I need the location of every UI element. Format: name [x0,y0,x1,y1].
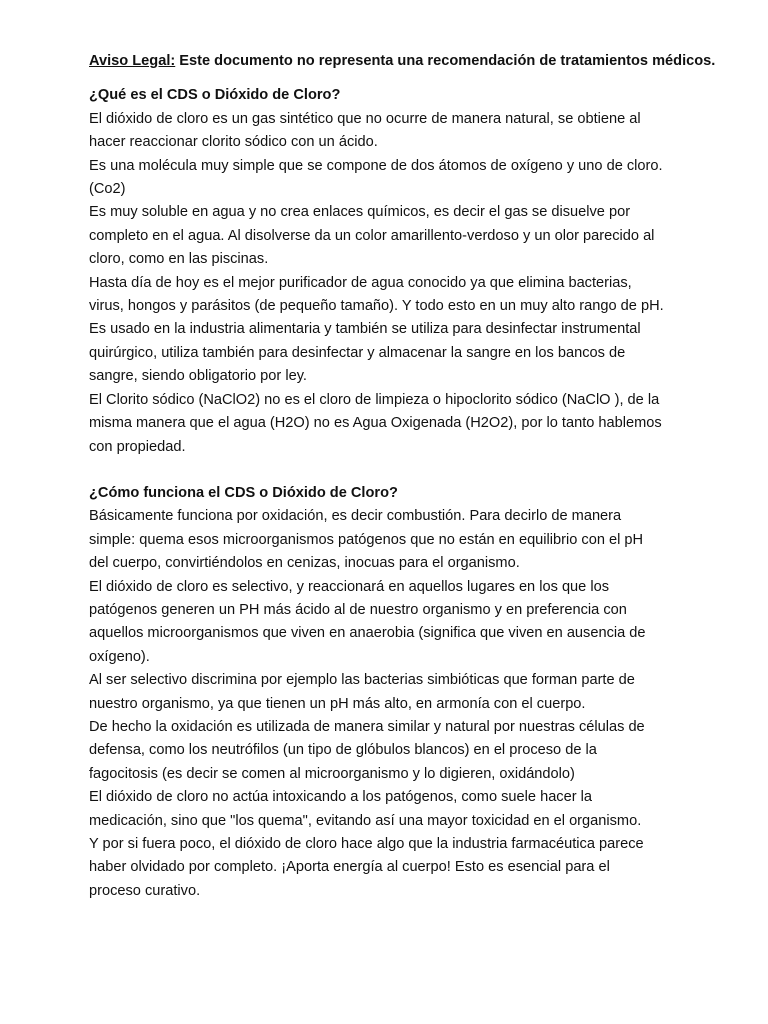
document-page [89,50,716,903]
paragraph-line: cloro, como en las piscinas. [89,251,269,268]
paragraph-line: El dióxido de cloro no actúa intoxicando a los patógenos, como suele hacer la [89,789,592,806]
paragraph-line: con propiedad. [89,438,186,455]
paragraph-line: virus, hongos y parásitos (de pequeño tamaño). Y todo esto en un muy alto rango de pH. [89,298,664,315]
paragraph-line: Al ser selectivo discrimina por ejemplo las bacterias simbióticas que forman parte de [89,672,635,689]
paragraph-line: El Clorito sódico (NaClO2) no es el cloro de limpieza o hipoclorito sódico (NaClO ), de la [89,391,660,408]
paragraph-line: sangre, siendo obligatorio por ley. [89,368,307,385]
paragraph-line: medicación, sino que "los quema", evitando así una mayor toxicidad en el organismo. [89,812,642,829]
paragraph-line: Hasta día de hoy es el mejor purificador de agua conocido ya que elimina bacterias, [89,274,632,291]
paragraph-line: defensa, como los neutrófilos (un tipo de glóbulos blancos) en el proceso de la [89,742,597,759]
paragraph-line: De hecho la oxidación es utilizada de manera similar y natural por nuestras células de [89,718,645,735]
paragraph-line: proceso curativo. [89,882,201,899]
paragraph-line: (Co2) [89,181,126,198]
legal-notice-label: Aviso Legal: [89,53,176,69]
section-body-how-it-works [89,505,689,903]
paragraph-line: nuestro organismo, ya que tienen un pH más alto, en armonía con el cuerpo. [89,695,586,712]
paragraph-line: Básicamente funciona por oxidación, es decir combustión. Para decirlo de manera [89,508,622,525]
legal-notice [89,50,716,73]
paragraph-line: El dióxido de cloro es un gas sintético que no ocurre de manera natural, se obtiene al [89,110,641,127]
section-body-what-is [89,108,689,459]
paragraph-line: patógenos generen un PH más ácido al de nuestro organismo y en preferencia con [89,601,627,618]
paragraph-line: haber olvidado por completo. ¡Aporta energía al cuerpo! Esto es esencial para el [89,859,610,876]
paragraph-line: Es usado en la industria alimentaria y también se utiliza para desinfectar instrumental [89,321,641,338]
legal-notice-text: Este documento no representa una recomendación de tratamientos médicos. [175,53,716,69]
paragraph-line: quirúrgico, utiliza también para desinfectar y almacenar la sangre en los bancos de [89,344,626,361]
paragraph-line: del cuerpo, convirtiéndolos en cenizas, inocuas para el organismo. [89,555,520,572]
paragraph-line: misma manera que el agua (H2O) no es Agua Oxigenada (H2O2), por lo tanto hablemos [89,415,662,432]
paragraph-line: oxígeno). [89,648,150,665]
paragraph-line: hacer reaccionar clorito sódico con un ácido. [89,134,378,151]
paragraph-line: aquellos microorganismos que viven en anaerobia (significa que viven en ausencia de [89,625,646,642]
paragraph-line: fagocitosis (es decir se comen al microorganismo y lo digieren, oxidándolo) [89,765,575,782]
paragraph-line: completo en el agua. Al disolverse da un color amarillento-verdoso y un olor parecido al [89,227,655,244]
paragraph-line: El dióxido de cloro es selectivo, y reaccionará en aquellos lugares en los que los [89,578,610,595]
paragraph-line: Es muy soluble en agua y no crea enlaces químicos, es decir el gas se disuelve por [89,204,631,221]
section-heading-what-is: ¿Qué es el CDS o Dióxido de Cloro? [89,87,341,104]
paragraph-line: Es una molécula muy simple que se compone de dos átomos de oxígeno y uno de cloro. [89,157,663,174]
section-heading-how-it-works: ¿Cómo funciona el CDS o Dióxido de Cloro? [89,484,398,501]
paragraph-line: Y por si fuera poco, el dióxido de cloro hace algo que la industria farmacéutica parece [89,836,644,852]
paragraph-line: simple: quema esos microorganismos patógenos que no están en equilibrio con el pH [89,531,644,548]
